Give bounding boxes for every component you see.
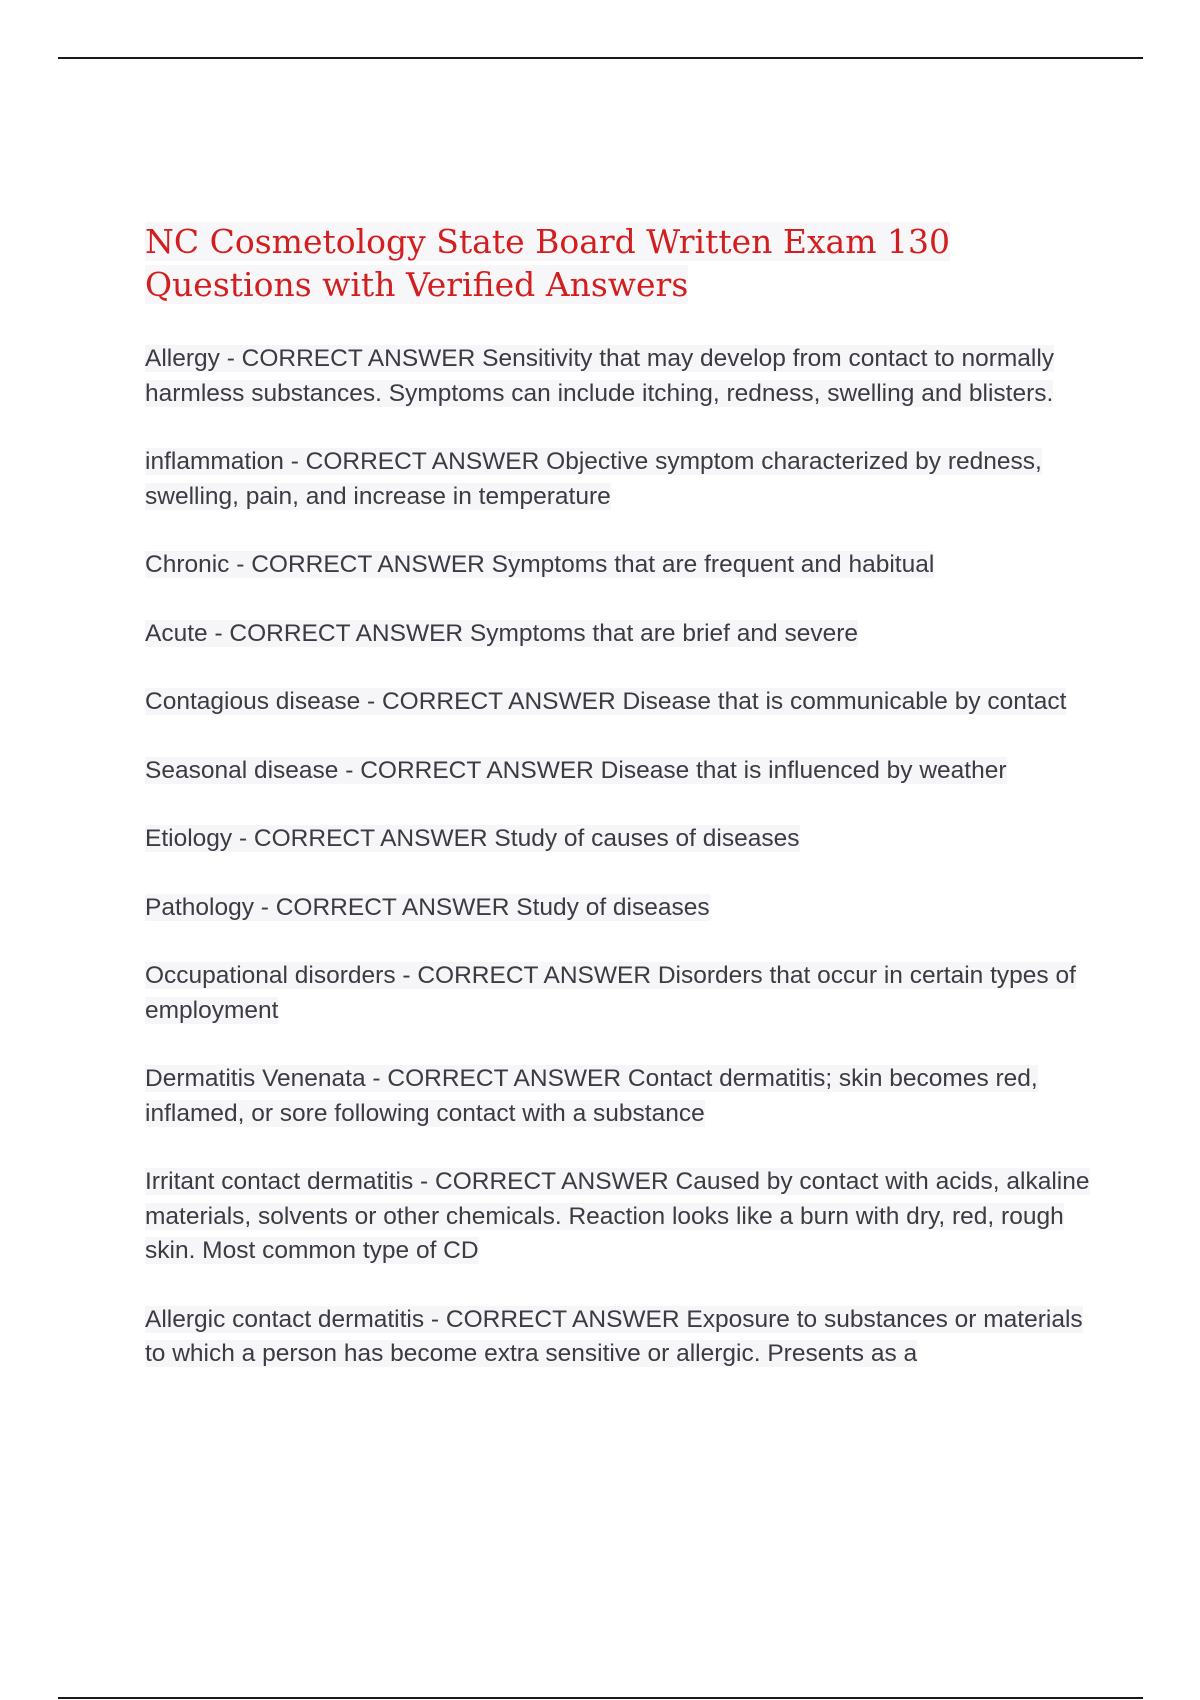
qa-item: Contagious disease - CORRECT ANSWER Disease that is communicable by contact bbox=[145, 688, 1067, 715]
qa-item: Seasonal disease - CORRECT ANSWER Disease that is influenced by weather bbox=[145, 756, 1007, 784]
qa-item: Pathology - CORRECT ANSWER Study of diseases bbox=[145, 893, 710, 921]
qa-item: Dermatitis Venenata - CORRECT ANSWER Contact dermatitis; skin becomes red, inflamed, or sore following contact with a substance bbox=[145, 1065, 1038, 1127]
document-title: NC Cosmetology State Board Written Exam 130 Questions with Verified Answers bbox=[145, 222, 951, 304]
qa-item: Acute - CORRECT ANSWER Symptoms that are brief and severe bbox=[145, 619, 859, 647]
header-rule bbox=[58, 57, 1143, 59]
qa-item: inflammation - CORRECT ANSWER Objective symptom characterized by redness, swelling, pain, and increase in temperature bbox=[145, 448, 1042, 510]
footer-rule bbox=[58, 1697, 1143, 1699]
document-body bbox=[145, 220, 1105, 1406]
qa-item: Occupational disorders - CORRECT ANSWER Disorders that occur in certain types of employment bbox=[145, 962, 1076, 1024]
qa-item: Allergic contact dermatitis - CORRECT ANSWER Exposure to substances or materials to which a person has become extra sensitive or allergic. Presents as a bbox=[145, 1305, 1083, 1367]
qa-item: Etiology - CORRECT ANSWER Study of causes of diseases bbox=[145, 825, 800, 852]
qa-list bbox=[145, 342, 1105, 1372]
qa-item: Allergy - CORRECT ANSWER Sensitivity that may develop from contact to normally harmless substances. Symptoms can include itching, redness, swelling and blisters. bbox=[145, 345, 1055, 407]
qa-item: Chronic - CORRECT ANSWER Symptoms that are frequent and habitual bbox=[145, 551, 935, 578]
qa-item: Irritant contact dermatitis - CORRECT ANSWER Caused by contact with acids, alkaline materials, solvents or other chemicals. Reaction looks like a burn with dry, red, rough skin. Most common type of CD bbox=[145, 1168, 1090, 1264]
